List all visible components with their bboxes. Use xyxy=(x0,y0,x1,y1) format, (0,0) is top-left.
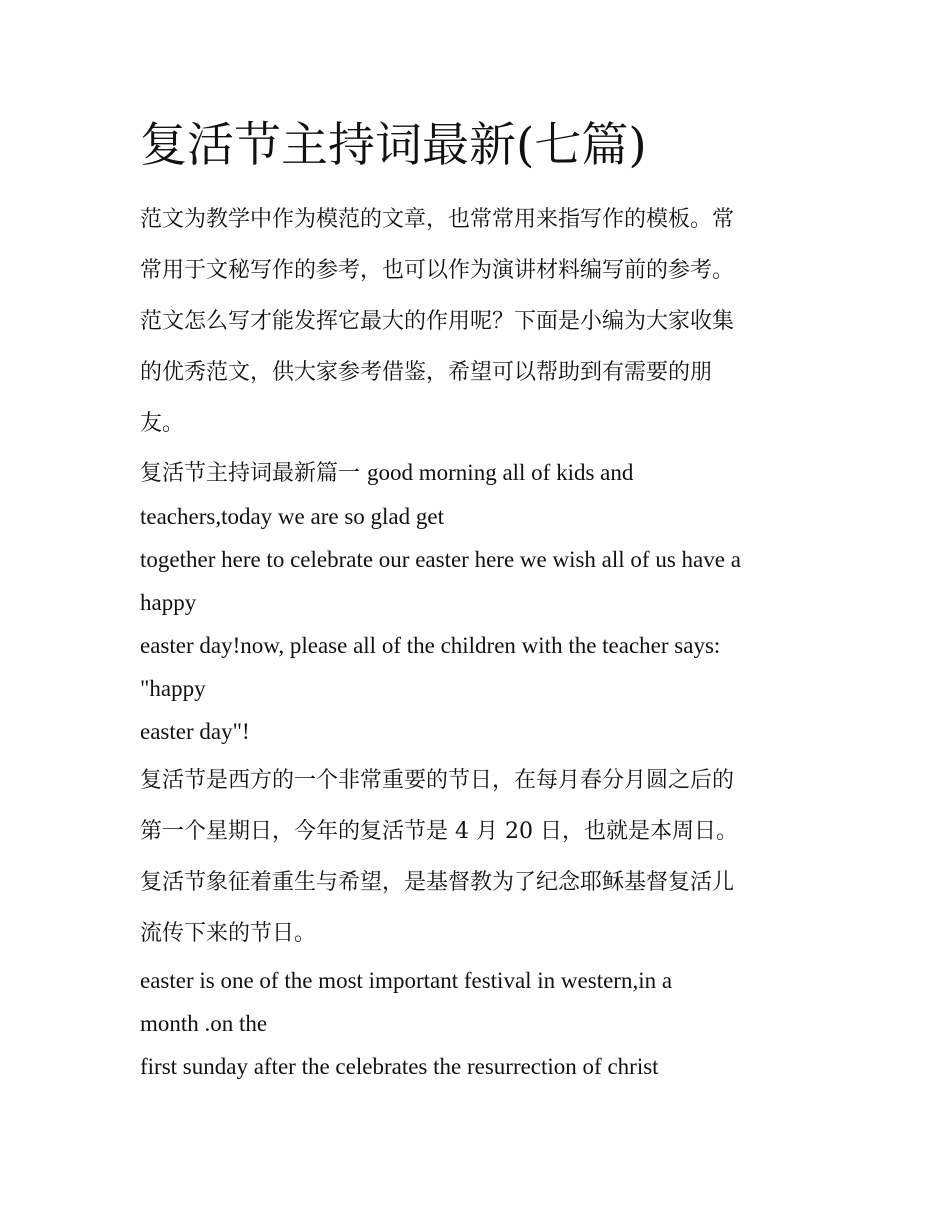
english-line: teachers,today we are so glad get xyxy=(140,504,444,529)
section-one xyxy=(140,451,816,753)
chinese-line: 复活节是西方的一个非常重要的节日，在每月春分月圆之后的 xyxy=(140,768,735,793)
english-line: together here to celebrate our easter here we wish all of us have a xyxy=(140,547,741,572)
english-line: happy xyxy=(140,590,197,615)
intro-line: 范文怎么写才能发挥它最大的作用呢？下面是小编为大家收集 xyxy=(140,309,735,334)
english-line: month .on the xyxy=(140,1011,268,1036)
chinese-line: 第一个星期日，今年的复活节是 4 月 20 日，也就是本周日。 xyxy=(140,819,738,844)
easter-paragraph-cn xyxy=(140,755,816,959)
chinese-line: 复活节象征着重生与希望，是基督教为了纪念耶稣基督复活儿 xyxy=(140,870,735,895)
english-line: easter day!now, please all of the children with the teacher says: xyxy=(140,633,721,658)
intro-line: 的优秀范文，供大家参考借鉴，希望可以帮助到有需要的朋 xyxy=(140,360,713,385)
intro-paragraph xyxy=(140,194,816,449)
intro-line: 常用于文秘写作的参考，也可以作为演讲材料编写前的参考。 xyxy=(140,258,735,283)
english-line: easter day"! xyxy=(140,719,250,744)
section-one-heading xyxy=(140,451,816,495)
english-line: easter is one of the most important festival in western,in a xyxy=(140,968,673,993)
easter-paragraph-en xyxy=(140,959,816,1088)
english-line: first sunday after the celebrates the resurrection of christ xyxy=(140,1054,659,1079)
section-one-heading-cn: 复活节主持词最新篇一 xyxy=(140,461,367,486)
chinese-line: 流传下来的节日。 xyxy=(140,921,317,946)
document-page xyxy=(140,112,816,1088)
english-line: "happy xyxy=(140,676,206,701)
section-one-heading-en: good morning all of kids and xyxy=(367,460,634,485)
intro-line: 友。 xyxy=(140,411,185,436)
document-title: 复活节主持词最新(七篇) xyxy=(140,118,647,173)
intro-line: 范文为教学中作为模范的文章，也常常用来指写作的模板。常 xyxy=(140,207,735,232)
